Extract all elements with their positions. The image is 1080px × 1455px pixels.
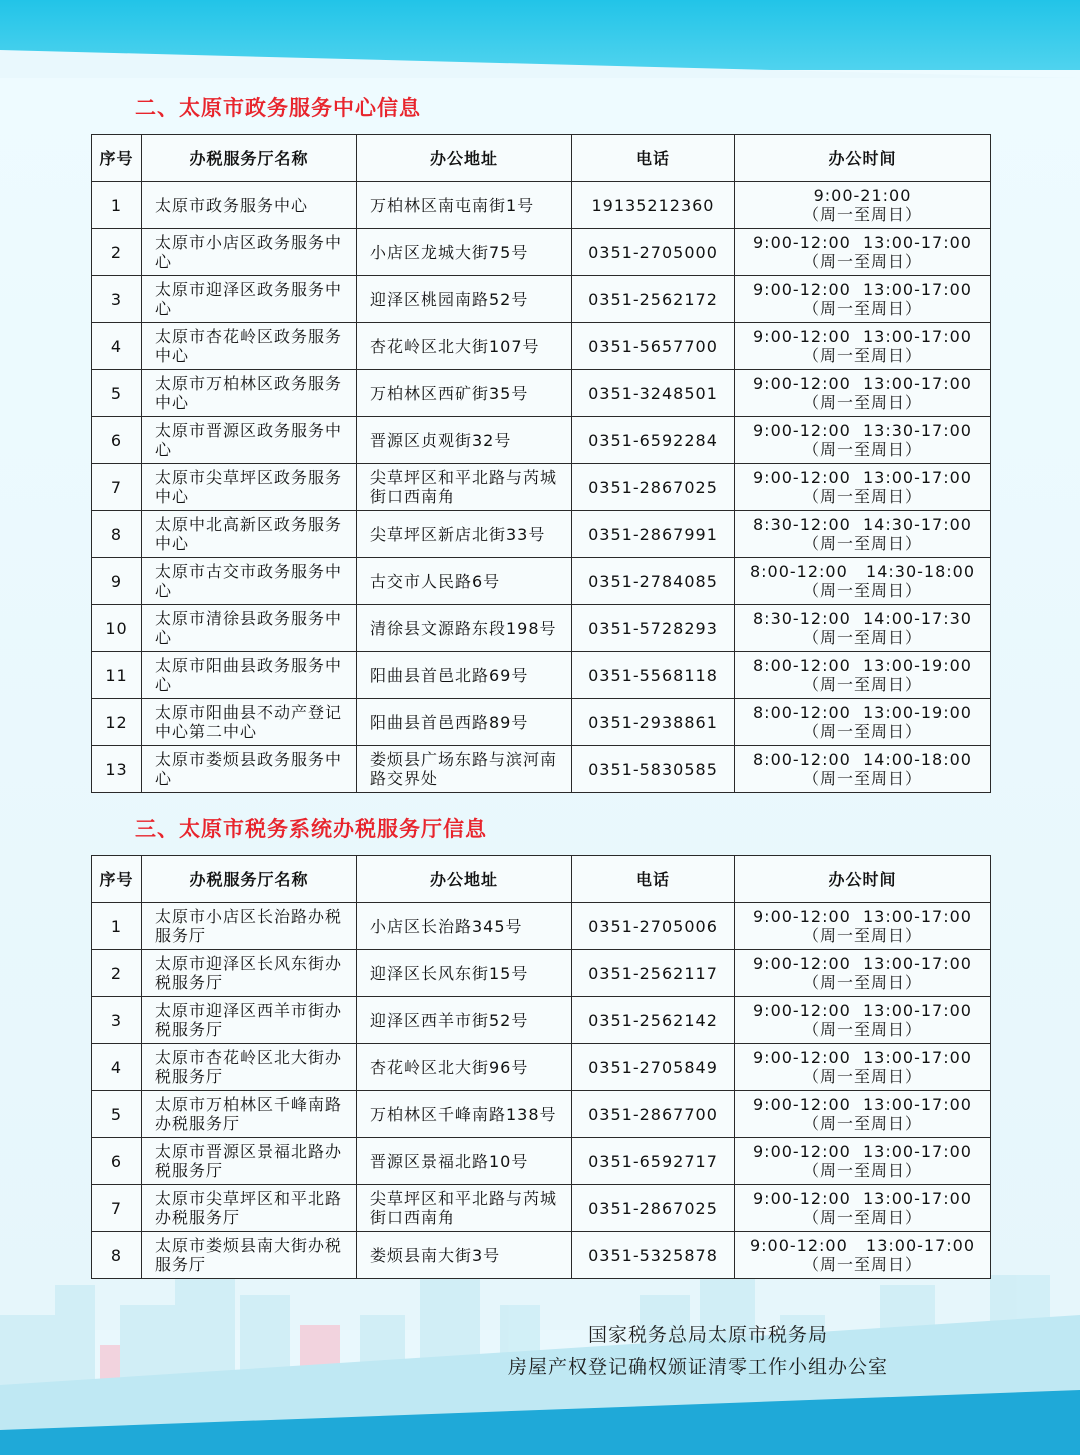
hall-name: 太原市尖草坪区和平北路办税服务厅 [142, 1185, 357, 1232]
hall-name: 太原市晋源区政务服务中心 [142, 417, 357, 464]
office-address: 阳曲县首邑西路89号 [357, 699, 572, 746]
hours-days: （周一至周日） [802, 1067, 922, 1086]
table-row [92, 699, 991, 746]
table-header-row [92, 856, 991, 903]
hours-time: 9:00-12:00 13:00-17:00 [753, 280, 972, 299]
hours-time: 9:00-12:00 13:00-17:00 [749, 1236, 976, 1255]
phone-number: 0351-2705006 [572, 903, 735, 950]
office-address: 小店区长治路345号 [357, 903, 572, 950]
office-address: 小店区龙城大街75号 [357, 229, 572, 276]
header-phone: 电话 [572, 856, 735, 903]
header-phone: 电话 [572, 135, 735, 182]
office-hours [735, 1232, 991, 1279]
table-row [92, 323, 991, 370]
header-hours: 办公时间 [735, 856, 991, 903]
hall-name: 太原中北高新区政务服务中心 [142, 511, 357, 558]
row-number: 3 [92, 276, 142, 323]
table-row [92, 229, 991, 276]
hours-time: 9:00-21:00 [813, 186, 912, 205]
table-row [92, 950, 991, 997]
hours-time: 8:30-12:00 14:00-17:30 [753, 609, 972, 628]
hall-name: 太原市晋源区景福北路办税服务厅 [142, 1138, 357, 1185]
phone-number: 0351-2867991 [572, 511, 735, 558]
office-address: 阳曲县首邑北路69号 [357, 652, 572, 699]
row-number: 6 [92, 1138, 142, 1185]
office-hours [735, 417, 991, 464]
phone-number: 0351-5830585 [572, 746, 735, 793]
office-address: 古交市人民路6号 [357, 558, 572, 605]
hours-days: （周一至周日） [802, 1161, 922, 1180]
hall-name: 太原市清徐县政务服务中心 [142, 605, 357, 652]
row-number: 13 [92, 746, 142, 793]
government-service-center-table [91, 134, 991, 793]
hours-time: 8:00-12:00 14:00-18:00 [753, 750, 972, 769]
office-address: 尖草坪区和平北路与芮城街口西南角 [357, 1185, 572, 1232]
row-number: 4 [92, 1044, 142, 1091]
hours-time: 9:00-12:00 13:00-17:00 [753, 907, 972, 926]
header-name: 办税服务厅名称 [142, 135, 357, 182]
row-number: 7 [92, 1185, 142, 1232]
phone-number: 0351-6592717 [572, 1138, 735, 1185]
hall-name: 太原市杏花岭区北大街办税服务厅 [142, 1044, 357, 1091]
hours-days: （周一至周日） [802, 1255, 922, 1274]
office-hours [735, 276, 991, 323]
row-number: 5 [92, 370, 142, 417]
hours-days: （周一至周日） [802, 675, 922, 694]
office-hours [735, 997, 991, 1044]
hours-days: （周一至周日） [802, 534, 922, 553]
hours-days: （周一至周日） [802, 440, 922, 459]
hours-days: （周一至周日） [802, 299, 922, 318]
table-row [92, 1232, 991, 1279]
row-number: 11 [92, 652, 142, 699]
hours-time: 9:00-12:00 13:00-17:00 [753, 954, 972, 973]
hours-time: 9:00-12:00 13:00-17:00 [753, 1095, 972, 1114]
header-hours: 办公时间 [735, 135, 991, 182]
office-hours [735, 229, 991, 276]
phone-number: 0351-5568118 [572, 652, 735, 699]
office-address: 万柏林区西矿街35号 [357, 370, 572, 417]
row-number: 2 [92, 950, 142, 997]
table-row [92, 652, 991, 699]
header-no: 序号 [92, 856, 142, 903]
hall-name: 太原市小店区政务服务中心 [142, 229, 357, 276]
hours-days: （周一至周日） [802, 1114, 922, 1133]
table-row [92, 1044, 991, 1091]
hours-time: 9:00-12:00 13:00-17:00 [753, 1142, 972, 1161]
office-address: 晋源区贞观街32号 [357, 417, 572, 464]
row-number: 12 [92, 699, 142, 746]
row-number: 6 [92, 417, 142, 464]
office-hours [735, 511, 991, 558]
phone-number: 0351-2867025 [572, 1185, 735, 1232]
footer-office: 房屋产权登记确权颁证清零工作小组办公室 [508, 1356, 889, 1378]
table-row [92, 182, 991, 229]
hours-time: 8:00-12:00 14:30-18:00 [749, 562, 976, 581]
hours-days: （周一至周日） [802, 973, 922, 992]
section3-title: 三、太原市税务系统办税服务厅信息 [135, 817, 487, 841]
row-number: 3 [92, 997, 142, 1044]
table-row [92, 1091, 991, 1138]
office-address: 晋源区景福北路10号 [357, 1138, 572, 1185]
office-address: 尖草坪区新店北街33号 [357, 511, 572, 558]
hall-name: 太原市万柏林区政务服务中心 [142, 370, 357, 417]
hall-name: 太原市迎泽区政务服务中心 [142, 276, 357, 323]
hours-days: （周一至周日） [802, 393, 922, 412]
hours-days: （周一至周日） [802, 1020, 922, 1039]
row-number: 2 [92, 229, 142, 276]
phone-number: 0351-2562172 [572, 276, 735, 323]
office-address: 万柏林区南屯南街1号 [357, 182, 572, 229]
phone-number: 0351-5728293 [572, 605, 735, 652]
row-number: 10 [92, 605, 142, 652]
office-hours [735, 903, 991, 950]
office-hours [735, 464, 991, 511]
row-number: 9 [92, 558, 142, 605]
hours-days: （周一至周日） [802, 628, 922, 647]
office-address: 迎泽区西羊市街52号 [357, 997, 572, 1044]
office-hours [735, 699, 991, 746]
phone-number: 0351-2867700 [572, 1091, 735, 1138]
hours-time: 9:00-12:00 13:00-17:00 [753, 374, 972, 393]
header-name: 办税服务厅名称 [142, 856, 357, 903]
office-address: 娄烦县广场东路与滨河南路交界处 [357, 746, 572, 793]
hours-days: （周一至周日） [802, 581, 922, 600]
header-address: 办公地址 [357, 856, 572, 903]
hall-name: 太原市万柏林区千峰南路办税服务厅 [142, 1091, 357, 1138]
table-row [92, 558, 991, 605]
hall-name: 太原市阳曲县不动产登记中心第二中心 [142, 699, 357, 746]
row-number: 4 [92, 323, 142, 370]
hours-time: 8:00-12:00 13:00-19:00 [753, 656, 972, 675]
phone-number: 0351-2867025 [572, 464, 735, 511]
hours-time: 9:00-12:00 13:30-17:00 [753, 421, 972, 440]
hours-time: 8:00-12:00 13:00-19:00 [753, 703, 972, 722]
header-no: 序号 [92, 135, 142, 182]
tax-service-hall-table [91, 855, 991, 1279]
office-address: 杏花岭区北大街96号 [357, 1044, 572, 1091]
hours-time: 8:30-12:00 14:30-17:00 [753, 515, 972, 534]
phone-number: 0351-3248501 [572, 370, 735, 417]
table-row [92, 903, 991, 950]
hours-time: 9:00-12:00 13:00-17:00 [753, 1189, 972, 1208]
hours-days: （周一至周日） [802, 205, 922, 224]
hall-name: 太原市杏花岭区政务服务中心 [142, 323, 357, 370]
phone-number: 0351-5657700 [572, 323, 735, 370]
hall-name: 太原市娄烦县南大街办税服务厅 [142, 1232, 357, 1279]
hours-days: （周一至周日） [802, 769, 922, 788]
row-number: 1 [92, 182, 142, 229]
phone-number: 0351-2705849 [572, 1044, 735, 1091]
row-number: 8 [92, 1232, 142, 1279]
office-hours [735, 1091, 991, 1138]
office-hours [735, 1185, 991, 1232]
hours-days: （周一至周日） [802, 1208, 922, 1227]
hall-name: 太原市古交市政务服务中心 [142, 558, 357, 605]
hours-time: 9:00-12:00 13:00-17:00 [753, 468, 972, 487]
office-hours [735, 1044, 991, 1091]
header-address: 办公地址 [357, 135, 572, 182]
table-row [92, 997, 991, 1044]
hours-days: （周一至周日） [802, 722, 922, 741]
hours-days: （周一至周日） [802, 252, 922, 271]
table-row [92, 1138, 991, 1185]
table-row [92, 370, 991, 417]
phone-number: 0351-2562117 [572, 950, 735, 997]
table-row [92, 417, 991, 464]
section2-title: 二、太原市政务服务中心信息 [135, 96, 421, 120]
hours-time: 9:00-12:00 13:00-17:00 [753, 1048, 972, 1067]
table-row [92, 511, 991, 558]
office-hours [735, 746, 991, 793]
row-number: 1 [92, 903, 142, 950]
office-hours [735, 558, 991, 605]
hall-name: 太原市小店区长治路办税服务厅 [142, 903, 357, 950]
row-number: 5 [92, 1091, 142, 1138]
phone-number: 19135212360 [572, 182, 735, 229]
hours-time: 9:00-12:00 13:00-17:00 [753, 1001, 972, 1020]
office-hours [735, 1138, 991, 1185]
hours-days: （周一至周日） [802, 926, 922, 945]
hall-name: 太原市政务服务中心 [142, 182, 357, 229]
office-address: 尖草坪区和平北路与芮城街口西南角 [357, 464, 572, 511]
hall-name: 太原市尖草坪区政务服务中心 [142, 464, 357, 511]
office-address: 杏花岭区北大街107号 [357, 323, 572, 370]
hall-name: 太原市阳曲县政务服务中心 [142, 652, 357, 699]
phone-number: 0351-2705000 [572, 229, 735, 276]
table-row [92, 605, 991, 652]
hall-name: 太原市娄烦县政务服务中心 [142, 746, 357, 793]
phone-number: 0351-2938861 [572, 699, 735, 746]
office-hours [735, 652, 991, 699]
phone-number: 0351-5325878 [572, 1232, 735, 1279]
table-header-row [92, 135, 991, 182]
hours-days: （周一至周日） [802, 487, 922, 506]
office-hours [735, 370, 991, 417]
office-hours [735, 950, 991, 997]
phone-number: 0351-2562142 [572, 997, 735, 1044]
office-hours [735, 323, 991, 370]
hours-days: （周一至周日） [802, 346, 922, 365]
office-address: 迎泽区桃园南路52号 [357, 276, 572, 323]
office-address: 迎泽区长风东街15号 [357, 950, 572, 997]
phone-number: 0351-6592284 [572, 417, 735, 464]
office-address: 万柏林区千峰南路138号 [357, 1091, 572, 1138]
office-address: 清徐县文源路东段198号 [357, 605, 572, 652]
office-hours [735, 605, 991, 652]
footer-issuer: 国家税务总局太原市税务局 [588, 1324, 829, 1346]
hours-time: 9:00-12:00 13:00-17:00 [753, 233, 972, 252]
table-row [92, 276, 991, 323]
hall-name: 太原市迎泽区西羊市街办税服务厅 [142, 997, 357, 1044]
office-hours [735, 182, 991, 229]
phone-number: 0351-2784085 [572, 558, 735, 605]
hours-time: 9:00-12:00 13:00-17:00 [753, 327, 972, 346]
row-number: 7 [92, 464, 142, 511]
office-address: 娄烦县南大街3号 [357, 1232, 572, 1279]
row-number: 8 [92, 511, 142, 558]
hall-name: 太原市迎泽区长风东街办税服务厅 [142, 950, 357, 997]
table-row [92, 1185, 991, 1232]
table-row [92, 746, 991, 793]
table-row [92, 464, 991, 511]
